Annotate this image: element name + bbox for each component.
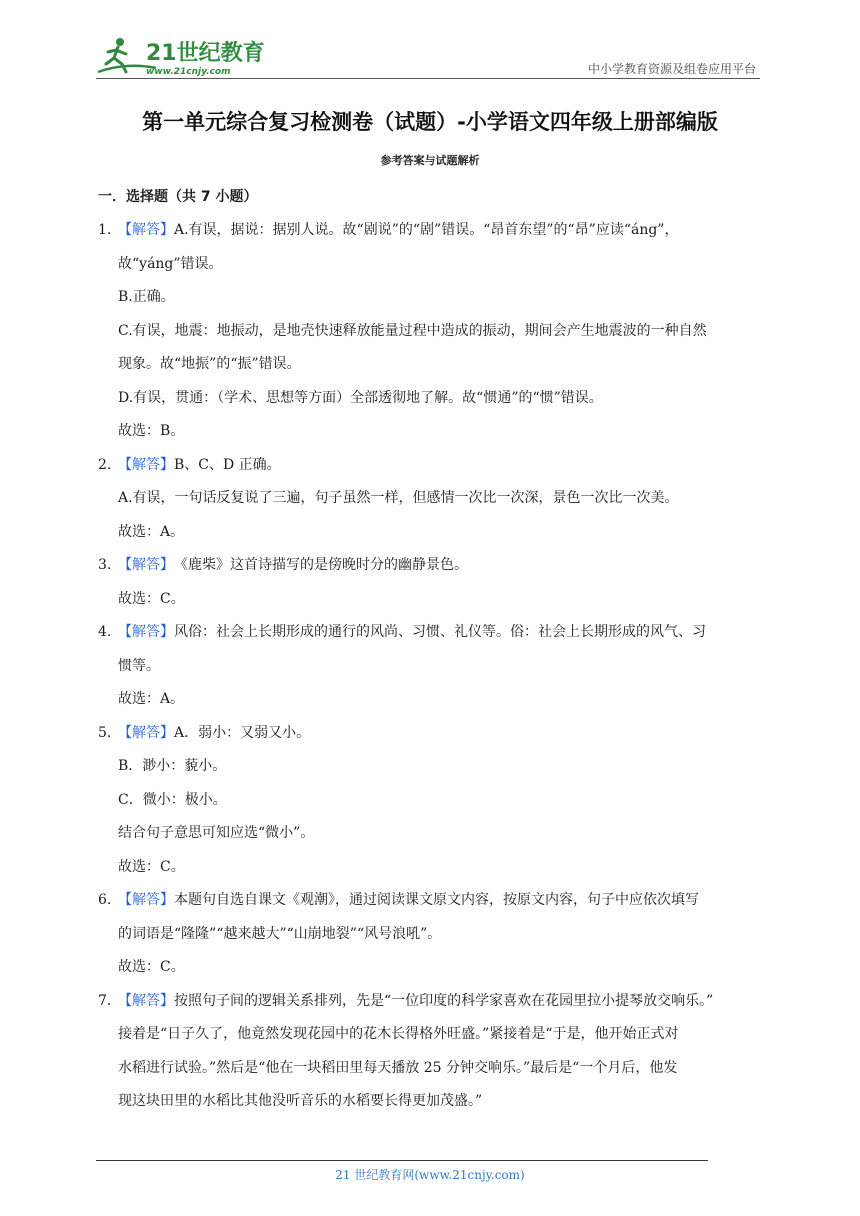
question-number: 2. [98, 456, 112, 473]
answer-line: 水稻进行试验。”然后是“他在一块稻田里每天播放 25 分钟交响乐。”最后是“一个月后，他发 [118, 1059, 678, 1076]
answer-first-line [98, 884, 764, 918]
answer-item [98, 449, 764, 550]
answer-first-line [98, 717, 764, 751]
answer-line: 故选：A。 [118, 691, 185, 707]
answer-text: A.有误，据说：据别人说。故“剧说”的“剧”错误。“昂首东望”的“昂”应读“áng”， [174, 222, 679, 238]
answer-first-line [98, 214, 764, 248]
answer-line: 结合句子意思可知应选“微小”。 [118, 825, 315, 841]
answer-line: 故选：B。 [118, 423, 185, 439]
answer-item [98, 214, 764, 449]
answer-line: C.有误，地震：地振动，是地壳快速释放能量过程中造成的振动，期间会产生地震波的一种自然 [118, 322, 707, 339]
answer-line: B．渺小：藐小。 [118, 758, 227, 774]
answer-text: 风俗：社会上长期形成的通行的风尚、习惯、礼仪等。俗：社会上长期形成的风气、习 [174, 624, 706, 640]
page-header [96, 28, 760, 82]
answer-tag: 【解答】 [118, 724, 174, 741]
answer-item [98, 884, 764, 985]
question-number: 5. [98, 724, 112, 741]
answer-line: 现象。故“地振”的“振”错误。 [118, 356, 301, 372]
answer-item [98, 985, 764, 1119]
answer-line: 故选：C。 [118, 858, 185, 875]
answer-first-line [98, 985, 764, 1019]
answer-text: A．弱小：又弱又小。 [174, 724, 311, 741]
answer-line: 惯等。 [118, 657, 160, 674]
answer-list [98, 214, 764, 1119]
question-number: 4. [98, 624, 112, 640]
answer-line: 故“yáng”错误。 [118, 255, 223, 272]
question-number: 3. [98, 557, 112, 573]
answer-line: 故选：A。 [118, 523, 185, 540]
answer-item [98, 549, 764, 616]
answer-line: 接着是“日子久了，他竟然发现花园中的花木长得格外旺盛。”紧接着是“于是，他开始正式对 [118, 1026, 679, 1042]
answer-text: 按照句子间的逻辑关系排列，先是“一位印度的科学家喜欢在花园里拉小提琴放交响乐。” [174, 992, 714, 1009]
answer-line: D.有误，贯通：（学术、思想等方面）全部透彻地了解。故“惯通”的“惯”错误。 [118, 389, 603, 406]
site-logo [96, 32, 266, 78]
answer-text: 本题句自选自课文《观潮》，通过阅读课文原文内容，按原文内容，句子中应依次填写 [174, 892, 699, 908]
section-title: 一．选择题（共 7 小题） [98, 189, 258, 205]
footer-link[interactable]: 21 世纪教育网(www.21cnjy.com) [335, 1168, 525, 1182]
question-number: 1. [98, 222, 112, 238]
answer-tag: 【解答】 [118, 624, 174, 640]
answer-text: B、C、D 正确。 [174, 456, 281, 473]
question-number: 6. [98, 892, 112, 908]
answer-item [98, 717, 764, 885]
answer-first-line [98, 449, 764, 483]
answer-tag: 【解答】 [118, 992, 174, 1009]
footer-divider [96, 1160, 708, 1161]
answer-tag: 【解答】 [118, 456, 174, 473]
answer-line: 现这块田里的水稻比其他没听音乐的水稻要长得更加茂盛。” [118, 1093, 483, 1109]
answer-line: 故选：C。 [118, 959, 185, 975]
logo-text: 21世纪教育 [146, 41, 265, 66]
answer-text: 《鹿柴》这首诗描写的是傍晚时分的幽静景色。 [174, 557, 468, 573]
answer-line: C．微小：极小。 [118, 791, 227, 808]
answer-item [98, 616, 764, 717]
page-title: 第一单元综合复习检测卷（试题）-小学语文四年级上册部编版 [142, 110, 718, 134]
page-subtitle: 参考答案与试题解析 [380, 154, 480, 167]
answer-line: 故选：C。 [118, 590, 185, 607]
question-number: 7. [98, 992, 112, 1009]
answer-tag: 【解答】 [118, 892, 174, 908]
header-divider [96, 78, 760, 79]
answer-first-line [98, 549, 764, 583]
logo-url: www.21cnjy.com [146, 67, 231, 77]
answer-line: B.正确。 [118, 289, 175, 305]
answer-tag: 【解答】 [118, 557, 174, 573]
header-platform-text: 中小学教育资源及组卷应用平台 [587, 62, 756, 76]
answer-tag: 【解答】 [118, 222, 174, 238]
answer-first-line [98, 616, 764, 650]
answer-line: A.有误，一句话反复说了三遍，句子虽然一样，但感情一次比一次深，景色一次比一次美。 [118, 490, 679, 506]
answer-line: 的词语是“隆隆”“越来越大”“山崩地裂”“风号浪吼”。 [118, 925, 442, 942]
